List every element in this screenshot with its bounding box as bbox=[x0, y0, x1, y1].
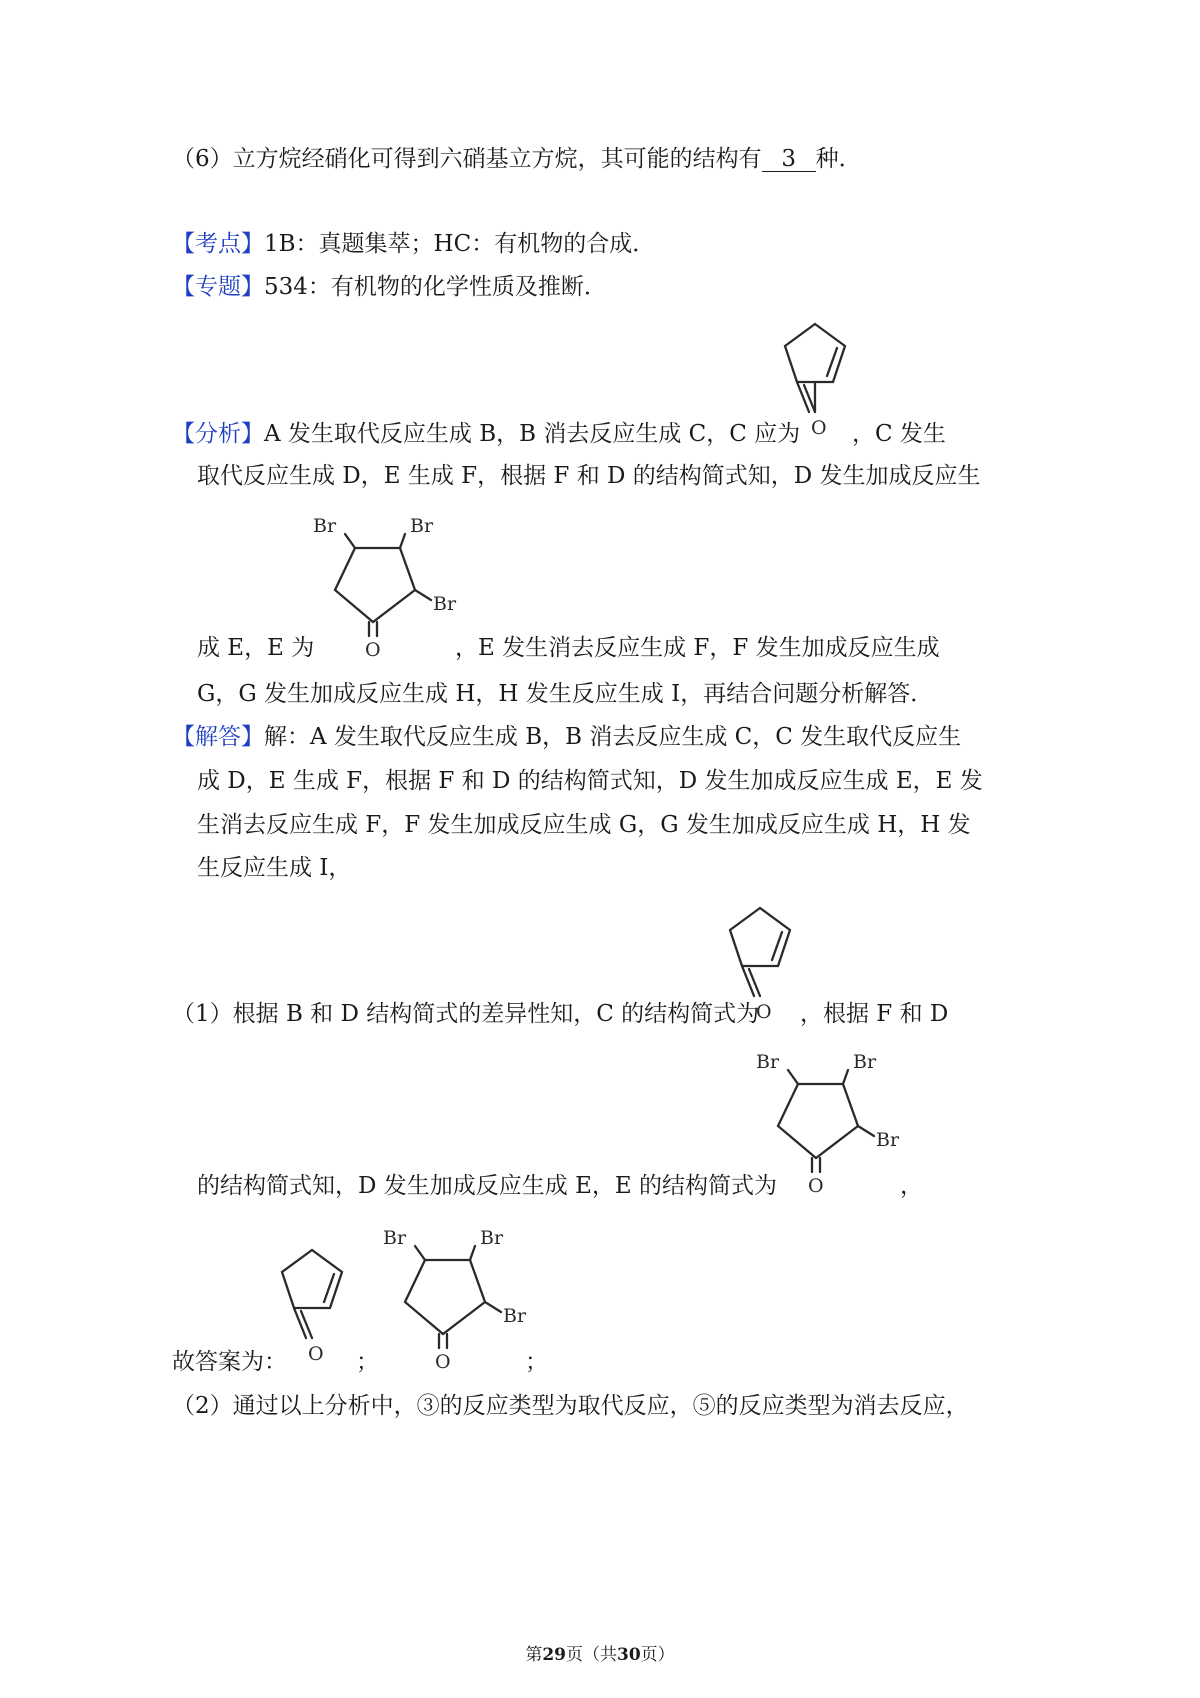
jieda-text-1: 解：A 发生取代反应生成 B，B 消去反应生成 C，C 发生取代反应生 bbox=[264, 724, 962, 750]
jieda-tag: 【解答】 bbox=[172, 724, 264, 750]
svg-text:Br: Br bbox=[503, 1305, 527, 1327]
q2-line-1: （2）通过以上分析中，③的反应类型为取代反应，⑤的反应类型为消去反应， bbox=[172, 1393, 969, 1419]
svg-text:O: O bbox=[308, 1343, 324, 1365]
fenxi-line-3b: ，E 发生消去反应生成 F，F 发生加成反应生成 bbox=[455, 635, 940, 661]
answer-separator-1: ； bbox=[356, 1349, 379, 1375]
jieda-line-3: 生消去反应生成 F，F 发生加成反应生成 G，G 发生加成反应生成 H，H 发 bbox=[197, 812, 971, 838]
fenxi-line-1 bbox=[172, 423, 800, 446]
jieda-line-4: 生反应生成 I， bbox=[197, 855, 352, 881]
fenxi-line-3a: 成 E，E 为 bbox=[197, 635, 315, 661]
footer-middle: 页（共 bbox=[566, 1645, 617, 1665]
kaodian-text: 1B：真题集萃；HC：有机物的合成． bbox=[264, 231, 656, 257]
svg-text:O: O bbox=[811, 417, 827, 439]
fenxi-line-4: G，G 发生加成反应生成 H，H 发生反应生成 I，再结合问题分析解答． bbox=[197, 681, 934, 707]
jieda-line-1 bbox=[172, 726, 961, 749]
q1-line-2a: 的结构简式知，D 发生加成反应生成 E，E 的结构简式为 bbox=[197, 1173, 777, 1199]
question-6-answer: 3 bbox=[762, 148, 816, 172]
svg-text:Br: Br bbox=[480, 1227, 504, 1249]
svg-text:O: O bbox=[756, 1001, 772, 1023]
svg-text:Br: Br bbox=[876, 1129, 900, 1151]
svg-text:Br: Br bbox=[756, 1051, 780, 1073]
fenxi-tag: 【分析】 bbox=[172, 421, 264, 447]
svg-text:Br: Br bbox=[383, 1227, 407, 1249]
kaodian-tag: 【考点】 bbox=[172, 231, 264, 257]
svg-text:Br: Br bbox=[410, 515, 434, 537]
footer-total-pages: 30 bbox=[617, 1645, 641, 1665]
zhuanti-line bbox=[172, 276, 607, 299]
footer-page-number: 29 bbox=[542, 1645, 566, 1665]
fenxi-line-2: 取代反应生成 D，E 生成 F，根据 F 和 D 的结构简式知，D 发生加成反应生 bbox=[197, 463, 981, 489]
zhuanti-text: 534：有机物的化学性质及推断． bbox=[264, 274, 607, 300]
svg-text:O: O bbox=[365, 639, 381, 660]
tribromocyclopentanone-structure-1 bbox=[305, 510, 470, 660]
q1-line-1b: ，根据 F 和 D bbox=[800, 1001, 949, 1027]
svg-text:Br: Br bbox=[853, 1051, 877, 1073]
question-6-line bbox=[172, 148, 862, 172]
svg-text:Br: Br bbox=[313, 515, 337, 537]
tribromocyclopentanone-structure-3 bbox=[375, 1222, 540, 1372]
question-6-suffix: 种． bbox=[815, 146, 862, 172]
svg-text:Br: Br bbox=[433, 593, 457, 615]
fenxi-line-1-tail: ，C 发生 bbox=[852, 421, 946, 447]
answer-separator-2: ； bbox=[525, 1349, 548, 1375]
zhuanti-tag: 【专题】 bbox=[172, 274, 264, 300]
q1-line-2b: ， bbox=[900, 1173, 923, 1199]
footer-prefix: 第 bbox=[525, 1645, 543, 1665]
svg-text:O: O bbox=[435, 1351, 451, 1372]
footer-suffix: 页） bbox=[640, 1645, 675, 1665]
answer-label: 故答案为： bbox=[172, 1349, 287, 1375]
q1-line-1a: （1）根据 B 和 D 结构简式的差异性知，C 的结构简式为 bbox=[172, 1001, 760, 1027]
cyclopentenone-structure-1 bbox=[775, 316, 855, 444]
kaodian-line bbox=[172, 233, 655, 256]
svg-text:O: O bbox=[808, 1175, 824, 1196]
jieda-line-2: 成 D，E 生成 F，根据 F 和 D 的结构简式知，D 发生加成反应生成 E，E 发 bbox=[197, 768, 983, 794]
fenxi-text-1a: A 发生取代反应生成 B，B 消去反应生成 C，C 应为 bbox=[264, 421, 801, 447]
question-6-text: （6）立方烷经硝化可得到六硝基立方烷，其可能的结构有 bbox=[172, 146, 762, 172]
page-footer bbox=[0, 1640, 1200, 1665]
